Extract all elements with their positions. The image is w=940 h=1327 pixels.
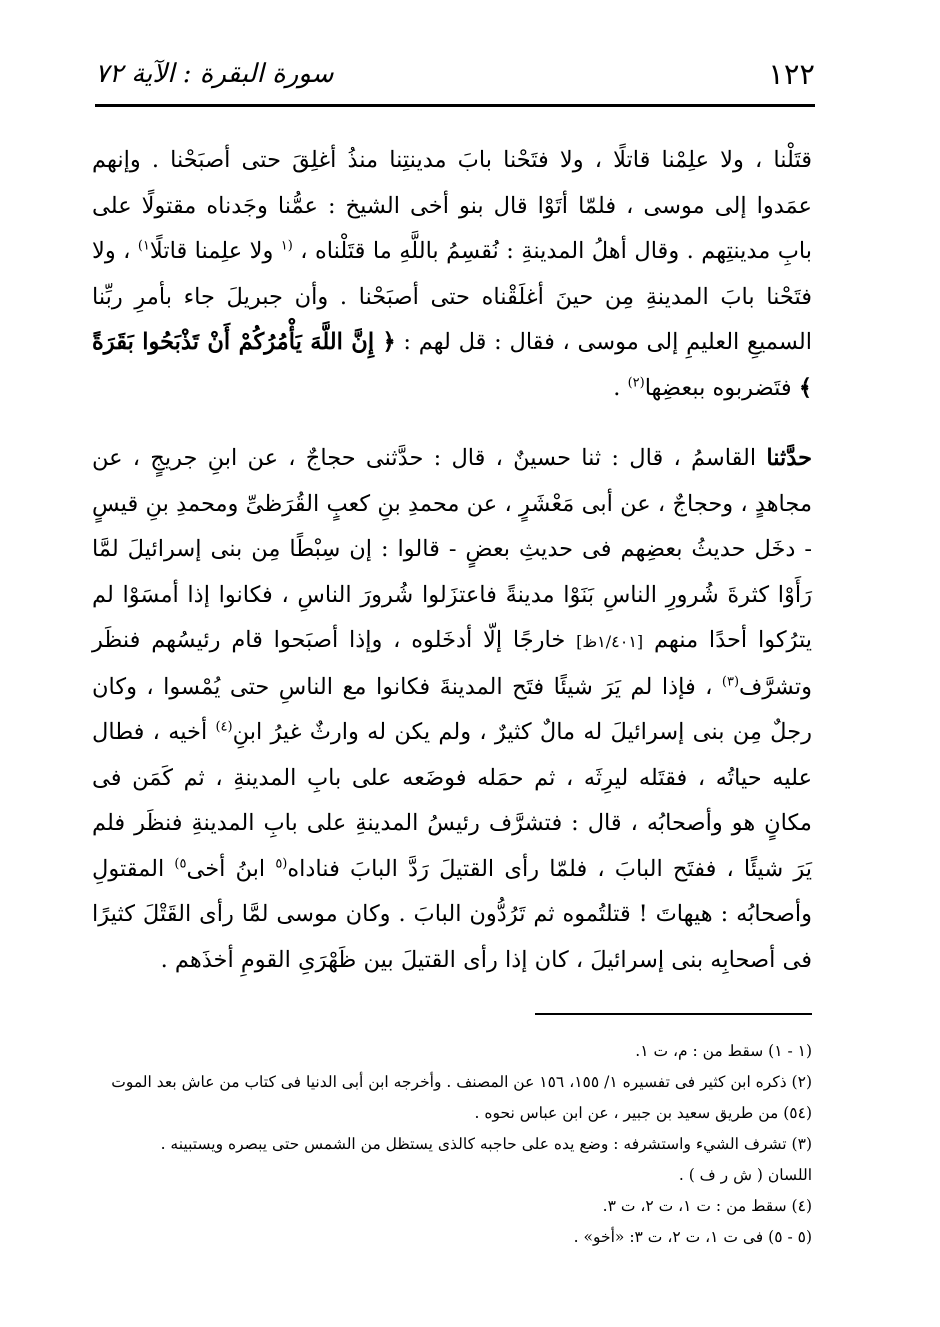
folio-reference: [١/٤٠١ظ] — [576, 632, 644, 651]
quran-verse: ﴿ إِنَّ اللَّهَ يَأْمُرُكُمْ أَنْ تَذْبَحُوا بَقَرَةً ﴾ — [92, 329, 812, 401]
footnote-marker-4: (٤) — [215, 719, 233, 735]
p1-line-4: حينَ أغلَقْناه حتى أصبَحْنا . وأن جبريلَ جاء بأمرِ ربِّنا السميعِ العليمِ إلى موسى ، فقال : — [92, 283, 812, 355]
footnote-marker-1-close: ١) — [137, 238, 150, 254]
footnote-marker-3: (٣) — [721, 674, 740, 689]
paragraph-2 — [92, 436, 812, 983]
footnote-marker-2: (٢) — [627, 375, 645, 390]
footnote-line: (١ - ١) سقط من : م، ت ١. — [635, 1042, 812, 1060]
footnote-line: (٥٤) من طريق سعيد بن جبير ، عن ابن عباس نحوه . — [474, 1104, 812, 1122]
footnote-line: (٤) سقط من : ت ١، ت ٢، ت ٣. — [602, 1197, 812, 1215]
running-title: سورة البقرة : الآية ٧٢ — [95, 59, 334, 89]
page-header — [95, 52, 815, 96]
p1-line-3-c: ، ولا فتَحْنا بابَ المدينةِ مِن — [92, 238, 812, 310]
footnote-line: اللسان ( ش ر ف ) . — [678, 1166, 812, 1184]
p1-line-3-b: ولا علِمنا قاتلًا — [149, 238, 281, 264]
footnote-line: (٢) ذكره ابن كثير فى تفسيره ١/ ١٥٥، ١٥٦ عن المصنف . وأخرجه ابن أبى الدنيا فى كتاب من عاش بعد الموت — [111, 1073, 812, 1091]
footnotes — [92, 1036, 812, 1253]
paragraph-lead-word: حدَّثنا — [766, 445, 812, 471]
p1-line-1: قتَلْنا ، ولا علِمْنا قاتلًا ، ولا فتَحْنا بابَ مدينتِنا منذُ أغلِقَ حتى أصبَحْنا . وإنهم عمَدوا — [92, 147, 812, 219]
page-number: ١٢٢ — [768, 57, 815, 91]
p1-line-2: إلى موسى ، فلمّا أتَوْا قال بنو أخى الشيخ : عمُّنا وجَدناه مقتولًا على بابِ مدينتِهم . — [92, 192, 813, 264]
p2-seg-e: ابنُ أخى — [186, 855, 276, 882]
paragraph-1 — [92, 138, 812, 411]
header-rule — [95, 104, 815, 107]
p1-line-5-c: . — [613, 374, 628, 401]
p1-line-3: وقال أهلُ المدينةِ : نُقسِمُ باللَّهِ ما قتَلْناه ، — [300, 238, 680, 264]
p2-seg-f: المقتولِ وأصحابُه : هيهاتَ ! قتلتُموه ثم تَرُدُّون البابَ . وكان موسى لمَّا رأى القَتْلَ كثيرًا فى أصحابِه بنى إسرائيلَ ، كان إذا رأى القتيلَ بين ظَهْرَىِ القومِ أخذَهم . — [92, 855, 812, 973]
footnote-rule — [535, 1013, 812, 1015]
p1-line-5-b: فتَضربوه ببعضِها — [644, 374, 799, 401]
p2-seg-c: ، فإذا لم يَرَ شيئًا فتَح المدينةَ فكانوا مع الناسِ حتى يُمْسوا ، وكان رجلٌ مِن بنى إسرائيلَ له مالٌ كثيرٌ ، ولم يكن له وارثٌ غيرُ ابنِ — [92, 673, 812, 745]
footnote-line: (٥ - ٥) فى ت ١، ت ٢، ت ٣: «أخو» . — [573, 1228, 812, 1246]
p2-seg-d: أخيه ، فطال عليه حياتُه ، فقتَله ليرِثَه ، ثم حمَله فوضَعه على بابِ المدينةِ ، ثم كَمَن فى مكانٍ هو وأصحابُه ، قال : فتشرَّف رئيسُ المدينةِ على بابِ المدينةِ فنظَر فلم يَرَ شيئًا ، ففتَح البابَ ، فلمّا رأى القتيلَ رَدَّ البابَ فناداه — [92, 719, 812, 882]
p1-line-5-a: قل لهم : — [395, 329, 487, 355]
footnote-marker-1-open: (١ — [280, 238, 293, 254]
footnote-marker-5-close: ٥) — [174, 856, 187, 871]
footnote-line: (٣) تشرف الشيء واستشرفه : وضع يده على حاجبه كالذى يستظل من الشمس حتى يبصره ويستبينه . — [160, 1135, 812, 1153]
footnote-marker-5-open: (٥ — [275, 856, 288, 871]
p2-seg-b: خارجًا إلّا أدخَلوه ، وإذا أصبَحوا قام رئيسُهم فنظَر وتشرَّف — [92, 627, 812, 700]
p2-seg-a: القاسمُ ، قال : ثنا حسينٌ ، قال : حدَّثنى حجاجٌ ، عن ابنِ جريجٍ ، عن مجاهدٍ ، وحجاجٌ ، عن أبى مَعْشَرٍ ، عن محمدِ بنِ كعبٍ القُرَظىِّ ومحمدِ بنِ قيسٍ - دخَل حديثُ بعضِهم فى حديثِ بعضٍ - قالوا : إن سِبْطًا مِن بنى إسرائيلَ لمَّا رَأَوْا كثرةَ شُرورِ الناسِ بَنَوْا مدينةً فاعتزَلوا شُرورَ الناسِ ، فكانوا إذا أمسَوْا لم يترُكوا أحدًا منهم — [92, 445, 812, 653]
main-text — [92, 138, 812, 983]
